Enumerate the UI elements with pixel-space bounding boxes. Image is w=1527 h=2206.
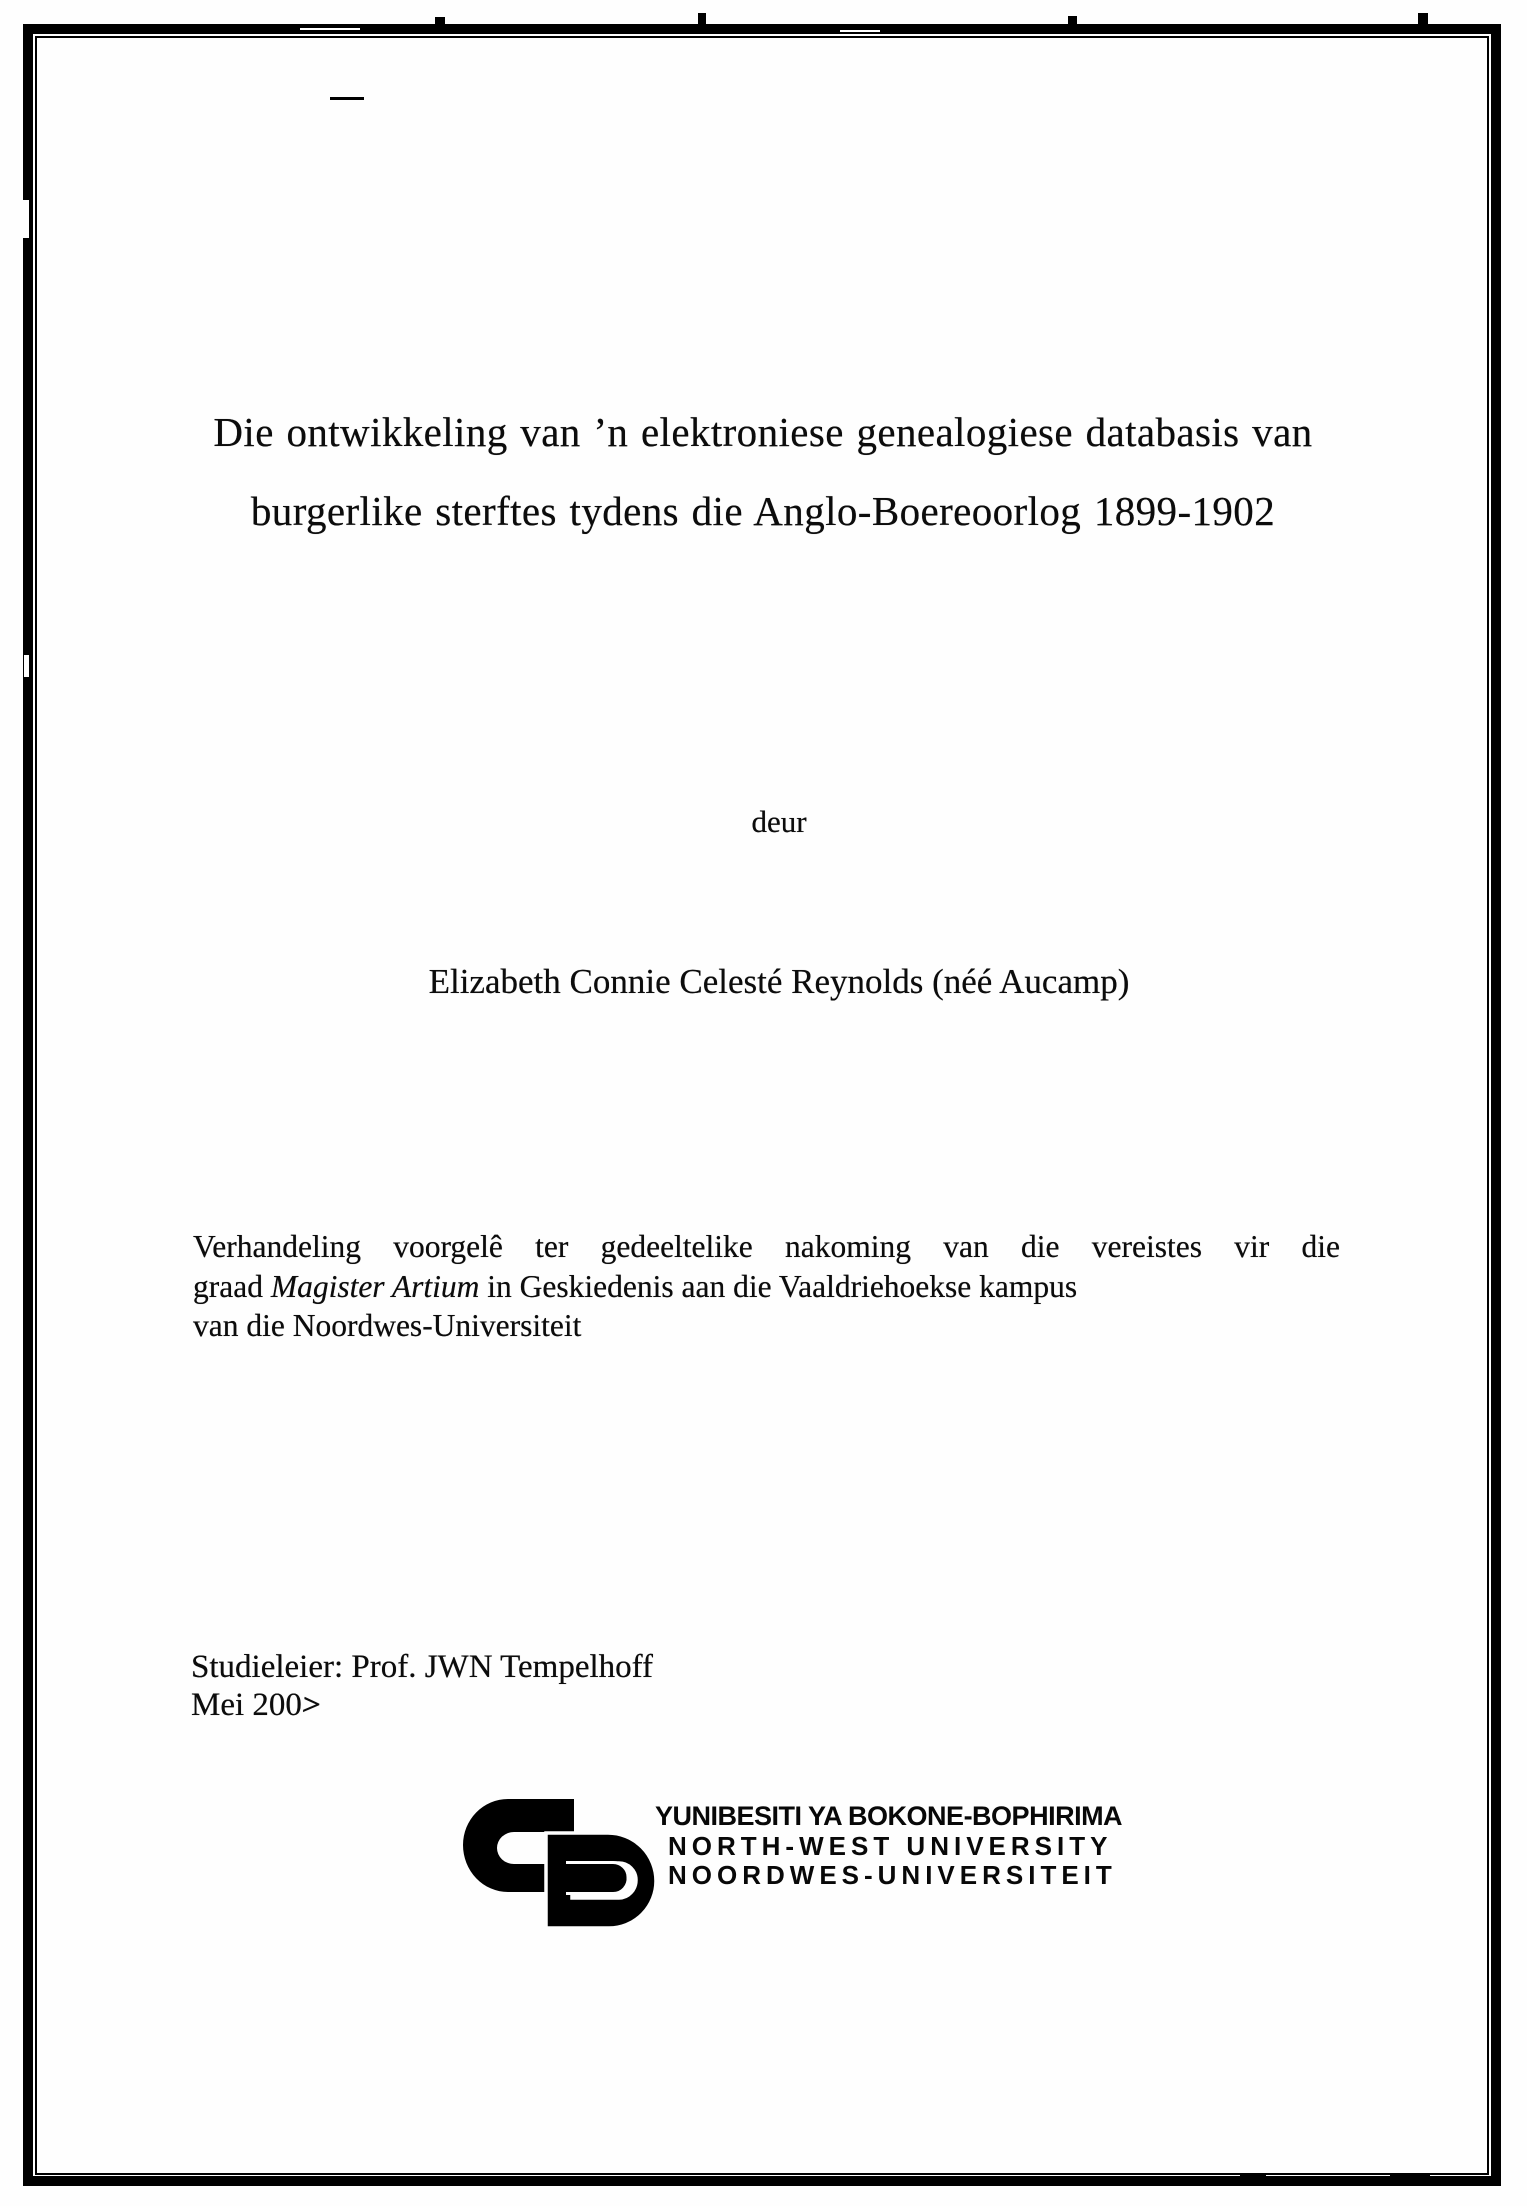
thesis-title — [98, 393, 1428, 551]
nwu-logo-icon — [462, 1798, 658, 1929]
logo-line-english: NORTH-WEST UNIVERSITY — [668, 1831, 1113, 1861]
title-line-1: Die ontwikkeling van ’n elektroniese genealogiese databasis van — [213, 409, 1313, 455]
scan-nick — [840, 30, 880, 32]
scan-nick — [300, 28, 360, 30]
scan-speck — [1390, 2174, 1430, 2179]
scan-speck — [698, 13, 706, 24]
title-line-2: burgerlike sterftes tydens die Anglo-Boereoorlog 1899-1902 — [250, 488, 1276, 534]
logo-link-c-tip — [566, 1863, 628, 1894]
statement-line-2-italic: Magister Artium — [270, 1268, 480, 1304]
date-line — [191, 1687, 1091, 1725]
date-text: Mei 200 — [191, 1686, 302, 1723]
date-last-digit-glyph: > — [300, 1688, 323, 1722]
scan-speck — [435, 17, 445, 24]
supervisor-block — [191, 1649, 1091, 1724]
statement-line-1: Verhandeling voorgelê ter gedeeltelike nakoming van die vereistes vir die — [193, 1229, 1340, 1264]
scan-speck — [1068, 16, 1077, 24]
scan-speck — [1418, 13, 1428, 24]
logo-line-setswana: YUNIBESITI YA BOKONE-BOPHIRIMA — [655, 1801, 1123, 1831]
byline-deur: deur — [751, 804, 807, 839]
scan-speck — [1240, 2173, 1266, 2178]
scan-nick — [24, 655, 29, 677]
statement-line-2-pre: graad — [193, 1268, 271, 1304]
logo-seam-patch — [562, 1865, 575, 1890]
logo-line-afrikaans: NOORDWES-UNIVERSITEIT — [668, 1860, 1117, 1890]
scan-speck — [330, 97, 364, 100]
statement-line-3: van die Noordwes-Universiteit — [193, 1308, 582, 1343]
author-name: Elizabeth Connie Celesté Reynolds (néé Aucamp) — [428, 962, 1130, 1001]
statement-line-2-post: in Geskiedenis aan die Vaaldriehoekse kampus — [479, 1268, 1078, 1304]
statement-line-2 — [193, 1267, 1340, 1307]
supervisor-line: Studieleier: Prof. JWN Tempelhoff — [191, 1649, 654, 1685]
degree-statement — [193, 1227, 1340, 1346]
scan-nick — [23, 200, 29, 238]
